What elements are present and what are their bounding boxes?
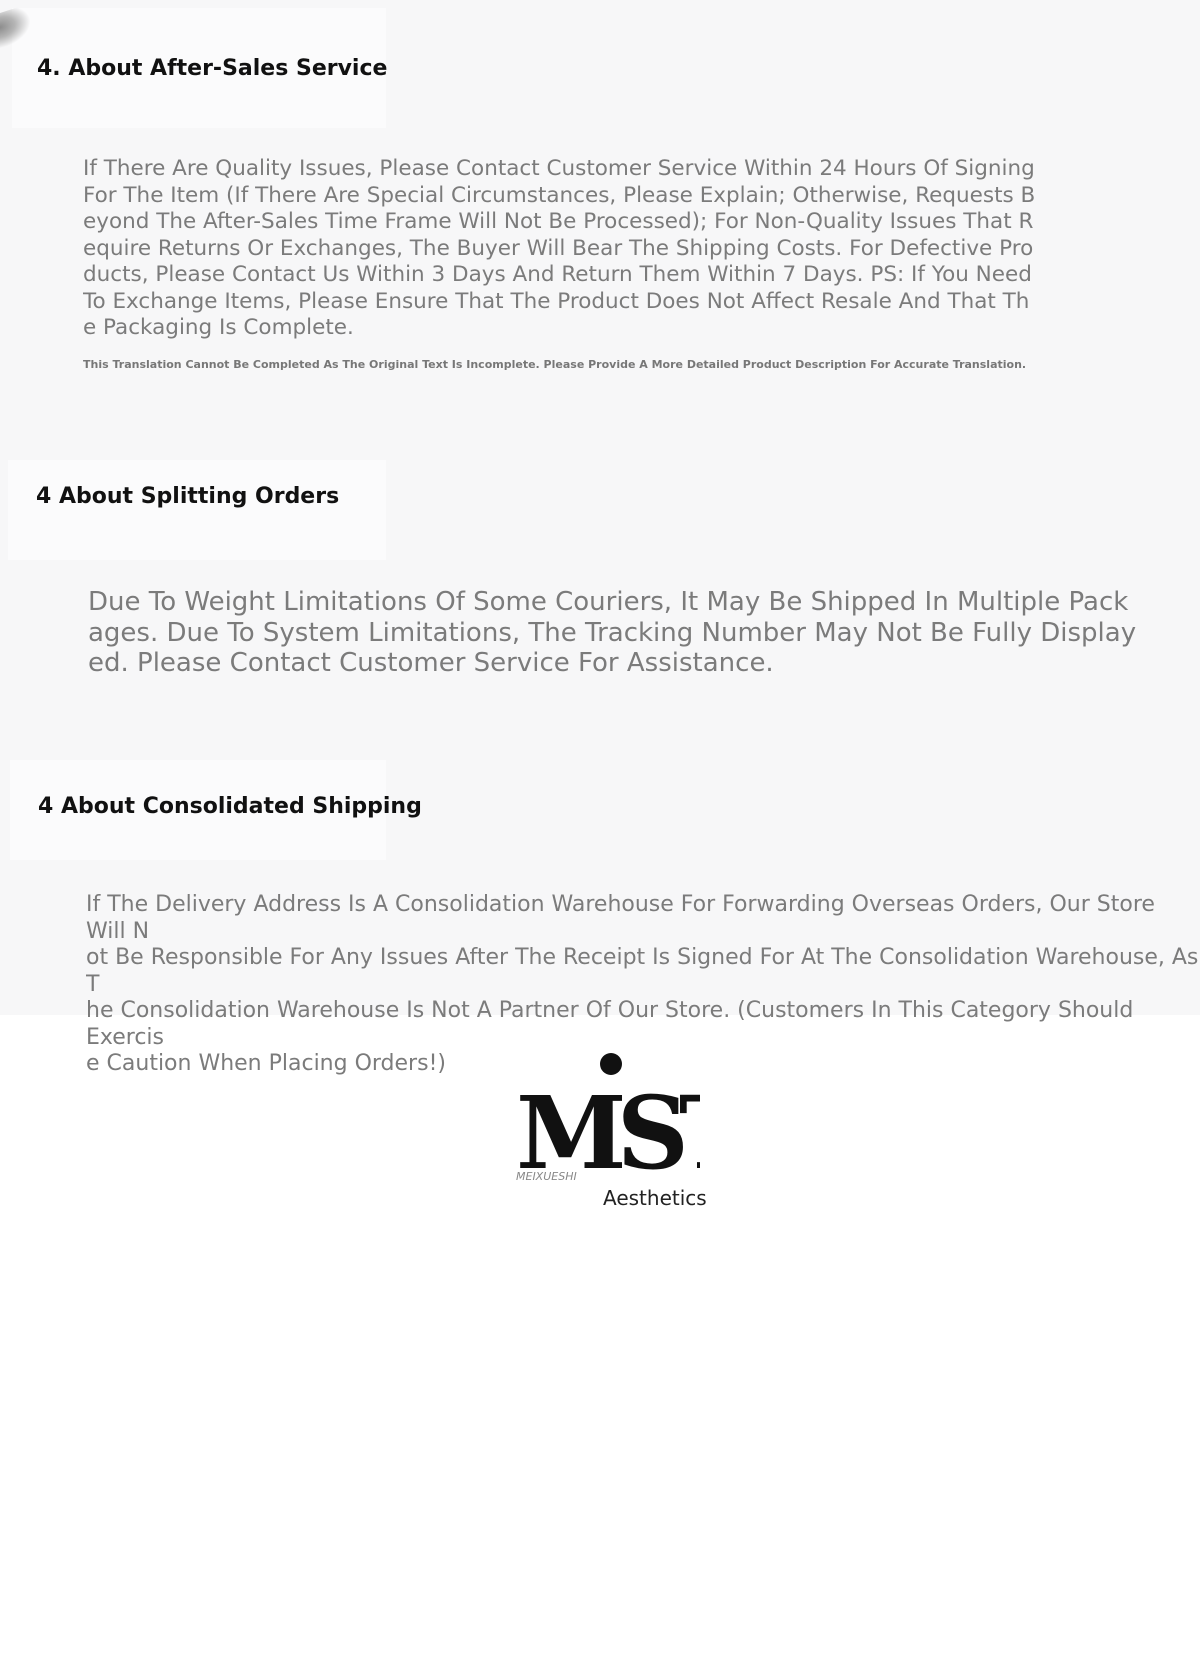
section-title-splitting-orders: 4 About Splitting Orders: [36, 484, 340, 509]
brand-logo: [510, 1048, 700, 1198]
brand-logo-mark: [510, 1048, 700, 1198]
section-body-consolidated-shipping: If The Delivery Address Is A Consolidation Warehouse For Forwarding Overseas Orders, Our Store Will N ot Be Responsible For Any Issues After The Receipt Is Signed For At The Consolidation Warehouse, As T he Consolidation Warehouse Is Not A Partner Of Our Store. (Customers In This Category Should Exercis e Caution When Placing Orders!): [86, 892, 1199, 1076]
translation-note: This Translation Cannot Be Completed As The Original Text Is Incomplete. Please Provide A More Detailed Product Description For Accurate Translation.: [83, 358, 1027, 371]
section-title-consolidated-shipping: 4 About Consolidated Shipping: [38, 794, 422, 819]
svg-text:MST: MS: [516, 1074, 679, 1192]
section-body-after-sales: If There Are Quality Issues, Please Contact Customer Service Within 24 Hours Of Signing For The Item (If There Are Special Circumstances, Please Explain; Otherwise, Requests B eyond The After-Sales Time Frame Will Not Be Processed); For Non-Quality Issues That R equire Returns Or Exchanges, The Buyer Will Bear The Shipping Costs. For Defective Pro ducts, Please Contact Us Within 3 Days And Return Them Within 7 Days. PS: If You Need To Exchange Items, Please Ensure That The Product Does Not Affect Resale And That Th e Packaging Is Complete.: [83, 156, 1036, 340]
section-title-after-sales: 4. About After-Sales Service: [37, 56, 388, 81]
section-body-splitting-orders: Due To Weight Limitations Of Some Couriers, It May Be Shipped In Multiple Pack ages. Due To System Limitations, The Tracking Number May Not Be Fully Display ed. Please Contact Customer Service For Assistance.: [88, 587, 1137, 678]
logo-caption: Aesthetics: [603, 1186, 707, 1210]
splitting-heading-band: [8, 460, 386, 560]
svg-text:MEIXUESHI: MEIXUESHI: [516, 1170, 577, 1183]
